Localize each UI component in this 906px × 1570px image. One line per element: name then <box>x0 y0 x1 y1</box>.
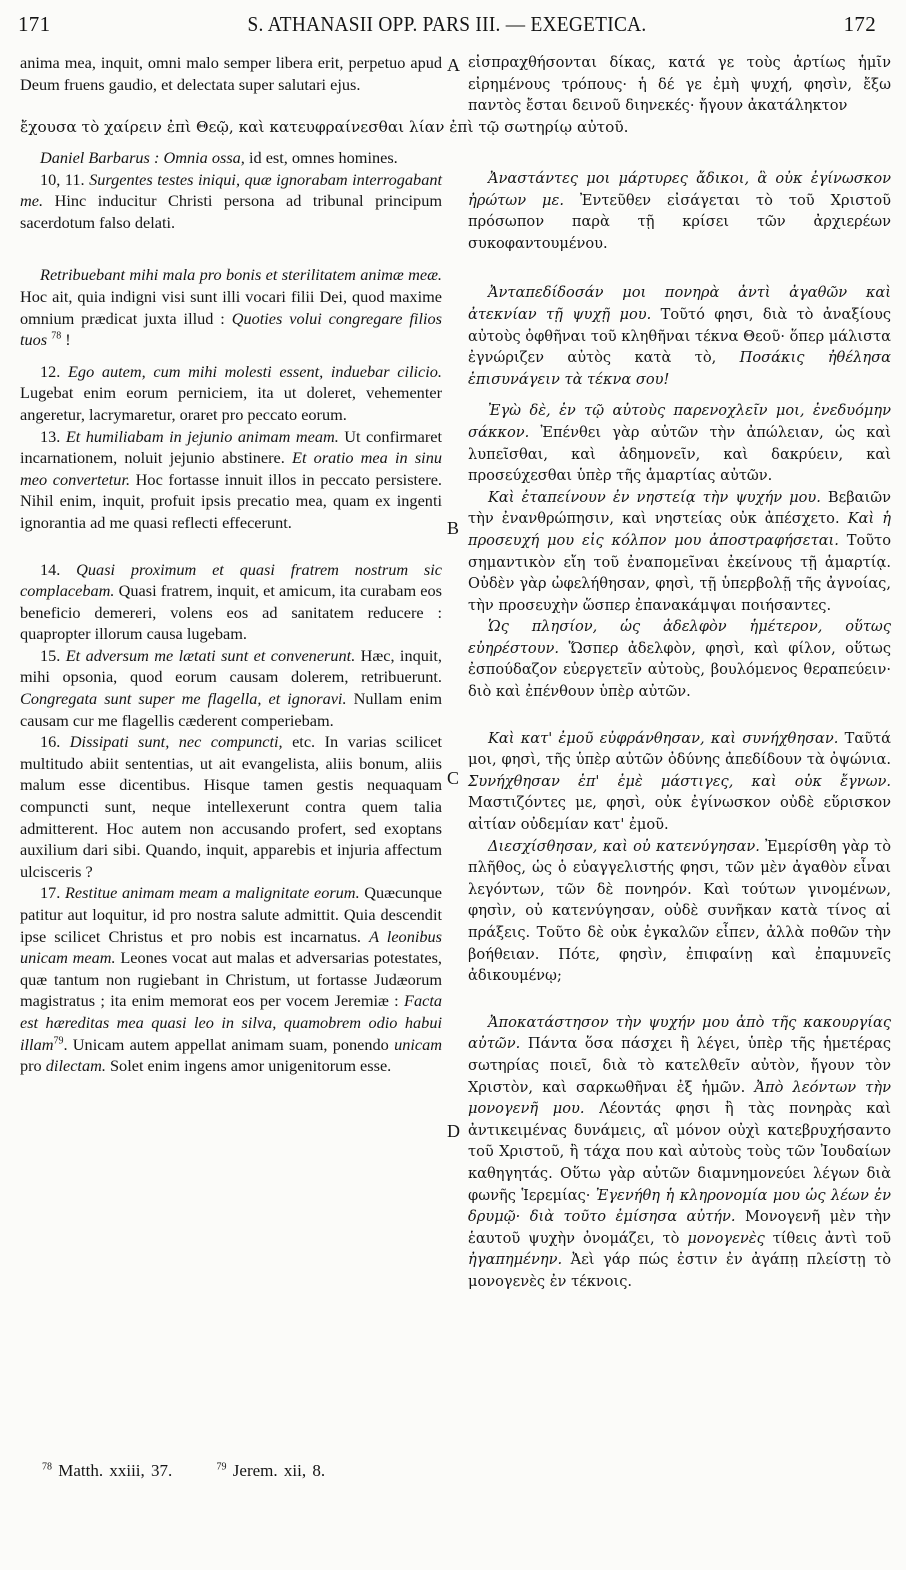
greek-paragraph-hos-plesion: Ὡς πλησίον, ὡς ἀδελφὸν ἡμέτερον, οὕτως εὐηρέστουν. Ὥσπερ ἀδελφὸν, φησὶ, καὶ φίλον, οὕτως ἐσπούδαζον εὐεργετεῖν αὐτοὺς, βουλόμενος θεραπεύειν· διὸ καὶ ἐπένθουν ὑπὲρ αὐτῶν. <box>468 618 891 701</box>
latin-column <box>20 52 442 95</box>
greek-paragraph-apokatastéson: Ἀποκατάστησον τὴν ψυχήν μου ἀπὸ τῆς κακουργίας αὐτῶν. Πάντα ὅσα πάσχει ἢ λέγει, ὑπὲρ τῆς ἡμετέρας σωτηρίας ποιεῖ, διὰ τὸ κατελθεῖν αὐτὸν, ἤγουν τὸν Χριστὸν, καὶ σαρκωθῆναι ἐξ ἡμῶν. Ἀπὸ λεόντων τὴν μονογενῆ μου. Λέοντάς φησι ἢ τὰς πονηρὰς καὶ ἀντικειμένας δυνάμεις, αἳ μόνον οὐχὶ κατεβρυχήσαντο τοῦ Χριστοῦ, ἢ τάχα που καὶ αὐτοὺς τοὺς τῶν Ἰουδαίων καθηγητάς. Οὕτω γὰρ αὐτῶν διαμνημονεύει λέγων διὰ φωνῆς Ἱερεμίας· Ἐγενήθη ἡ κληρονομία μου ὡς λέων ἐν δρυμῷ· διὰ τοῦτο ἐμίσησα αὐτήν. Μονογενῆ μὲν τὴν ἑαυτοῦ ψυχὴν ὀνομάζει, τὸ μονογενὲς τίθεις ἀντὶ τοῦ ἠγαπημένην. Ἀεὶ γάρ πώς ἐστιν ἐν ἀγάπῃ πλείστῃ τὸ μονογενὲς ἐν τέκνοις. <box>468 1013 891 1290</box>
latin-paragraph-verse-17: 17. Restitue animam meam a malignitate eorum. Quæcunque patitur aut loquitur, id pro nostra salute admittit. Quia descendit ipse scilicet Christus et pro nobis est incarnatus. A leonibus unicam meam. Leones vocat aut malas et adversarias potestates, quæ tantum non rugiebant in Christum, ut fortasse Judæorum magistratus ; ita enim memorat eos per vocem Jeremiæ : Facta est hæreditas mea quasi leo in silva, quamobrem odio habui illam$^{79}$. Unicam autem appellat animam suam, ponendo unicam pro dilectam. Solet enim ingens amor unigenitorum esse. <box>20 883 443 1076</box>
running-header <box>18 12 876 46</box>
footnote-ref-79: 79 <box>53 1035 64 1047</box>
footnotes <box>42 1461 363 1481</box>
latin-column-lower <box>20 147 442 1077</box>
latin-paragraph-verse-15: 15. Et adversum me lætati sunt et convenerunt. Hæc, inquit, mihi opsonia, quod eorum causam dolerem, retribuerunt. Congregata sunt super me flagella, et ignoravi. Nullam enim causam cur me flagellis cæderent comperiebam. <box>20 645 442 730</box>
running-title: S. ATHANASII OPP. PARS III. — EXEGETICA. <box>247 12 647 36</box>
margin-marker-c: C <box>447 768 460 788</box>
greek-spanning-line: ἔχουσα τὸ χαίρειν ἐπὶ Θεῷ, καὶ κατευφραίνεσθαι λίαν ἐπὶ τῷ σωτηρίῳ αὐτοῦ. <box>20 118 629 136</box>
greek-paragraph-euphranthesan: Καὶ κατ' ἐμοῦ εὐφράνθησαν, καὶ συνήχθησαν. Ταῦτά μοι, φησὶ, τῆς ὑπὲρ αὐτῶν ὀδύνης ἀπεδίδουν τὰ ὀψώνια. Συνήχθησαν ἐπ' ἐμὲ μάστιγες, καὶ οὐκ ἔγνων. Μαστιζόντες με, φησὶ, οὐκ ἐγίνωσκον οὐδὲ εὕρισκον αἰτίαν οὐδεμίαν κατ' ἐμοῦ. <box>468 729 892 834</box>
latin-paragraph-verse-10: 10, 11. Surgentes testes iniqui, quæ ignorabam interrogabant me. Hinc inducitur Christi persona ad tribunal principum sacerdotum falso delati. <box>20 169 443 232</box>
margin-marker-a: A <box>447 55 460 75</box>
greek-column-lower <box>468 168 891 1293</box>
greek-paragraph-ego-de: Ἐγὼ δὲ, ἐν τῷ αὐτοὺς παρενοχλεῖν μοι, ἐνεδυόμην σάκκον. Ἐπένθει γὰρ αὐτῶν τὴν ἀπώλειαν, ὡς καὶ λυπεῖσθαι, καὶ ἀδημονεῖν, καὶ δακρύειν, καὶ προσεύχεσθαι ὑπὲρ τῆς ἁμαρτίας αὐτῶν. <box>468 402 891 485</box>
footnote-79: $^{79}$ Jerem. xii, 8. <box>216 1461 326 1480</box>
latin-paragraph-verse-14: 14. Quasi proximum et quasi fratrem nostrum sic complacebam. Quasi fratrem, inquit, et amicum, ita curabam eos beneficio demereri, volens eos ad sanitatem reducere : quapropter illorum causa lugebam. <box>20 559 442 644</box>
greek-column <box>468 52 891 117</box>
margin-marker-b: B <box>447 518 460 538</box>
latin-paragraph-retribuebant: Retribuebant mihi mala pro bonis et sterilitatem animæ meæ. Hoc ait, quia indigni visi sunt illi vocari filii Dei, quod maxime omnium prædicat juxta illud : Quoties volui congregare filios tuos $^{78}$ ! <box>20 265 442 350</box>
latin-paragraph-continuation: anima mea, inquit, omni malo semper libera erit, perpetuo apud Deum fruens gaudio, et delectata super salutari ejus. <box>20 53 442 94</box>
latin-paragraph-verse-13: 13. Et humiliabam in jejunio animam meam. Ut confirmaret incarnationem, noluit jejunio abstinere. Et oratio mea in sinu meo convertetur. Hoc fortasse innuit illos in peccato persistere. Nihil enim, inquit, profuit ipsis precatio mea, quam ex ingenti ignorantia ad me quasi reflecti effecerunt. <box>20 426 442 532</box>
latin-paragraph-verse-16: 16. Dissipati sunt, nec compuncti, etc. In varias scilicet multitudo abiit sententias, ut ait evangelista, aliis bonum, aliis malum esse dicentibus. Hisque tamen gestis nequaquam compuncti sunt, neque intellexerunt contra quem talia admitterent. Hoc autem non accusando profert, sed exoptans auxilium dari sibi. Quando, inquit, apparebis et injuria affectum ulcisceris ? <box>20 732 443 881</box>
footnote-78: $^{78}$ Matth. xxiii, 37. <box>42 1461 173 1480</box>
left-page-number: 171 <box>18 12 51 36</box>
greek-paragraph-etapeinoun: Καὶ ἐταπείνουν ἐν νηστείᾳ τὴν ψυχήν μου. Βεβαιῶν τὴν ἐνανθρώπησιν, καὶ νηστείας οὐκ ἀπέσχετο. Καὶ ἡ προσευχή μου εἰς κόλπον μου ἀποστραφήσεται. Τοῦτο σημαντικὸν εἴη τοῦ ἐναπομεῖναι ἐκείνους τῇ ἁμαρτίᾳ. Οὐδὲν γὰρ ὠφελήθησαν, φησὶ, τῇ ὑπερβολῇ τῆς ἀγνοίας, τὴν προσευχὴν ὥσπερ ἐπανακάμψαι ποιήσαντες. <box>468 488 891 614</box>
latin-paragraph-barbarus: Daniel Barbarus : Omnia ossa, id est, omnes homines. <box>40 148 398 167</box>
margin-marker-d: D <box>447 1121 460 1141</box>
footnote-ref-78: 78 <box>51 330 62 342</box>
greek-paragraph-antapedidosan: Ἀνταπεδίδοσάν μοι πονηρὰ ἀντὶ ἀγαθῶν καὶ ἀτεκνίαν τῇ ψυχῇ μου. Τοῦτό φησι, διὰ τὸ ἀναξίους αὐτοὺς ὀφθῆναι τοῦ κληθῆναι τέκνα Θεοῦ· ὅπερ μάλιστα ἐγνώριζεν αὐτὸς κατὰ τὸ, Ποσάκις ἠθέλησα ἐπισυνάγειν τὰ τέκνα σου! <box>468 284 891 388</box>
greek-paragraph-dieschisthesan: Διεσχίσθησαν, καὶ οὐ κατενύγησαν. Ἐμερίσθη γὰρ τὸ πλῆθος, ὡς ὁ εὐαγγελιστής φησι, τῶν μὲν ἀγαθὸν εἶναι λεγόντων, τῶν δὲ πονηρόν. Καὶ τούτων γινομένων, φησὶν, οὐ κατενύγησαν, οὐδὲ συνῆκαν κατὰ τίνος αἱ πράξεις. Τοῦτο δὲ οὐκ ἐγκαλῶν εἶπεν, ἀλλὰ ποθῶν τὴν βοήθειαν. Πότε, φησὶν, ἐπιφαίνῃ καὶ ἐπαμυνεῖς ἀδικουμένῳ; <box>468 837 891 985</box>
greek-paragraph-continuation: εἰσπραχθήσονται δίκας, κατά γε τοὺς ἀρτίως ἡμῖν εἰρημένους τρόπους· ἡ δέ γε ἐμὴ ψυχή, φησὶν, ἔξω παντὸς ἔσται δεινοῦ διηνεκές· ἤγουν ἀκατάληκτον <box>468 54 891 115</box>
latin-paragraph-verse-12: 12. Ego autem, cum mihi molesti essent, induebar cilicio. Lugebat enim eorum perniciem, ita ut doleret, vehementer angeretur, lacrymaretur, oraret pro peccato eorum. <box>20 361 442 424</box>
right-page-number: 172 <box>843 12 876 36</box>
greek-paragraph-anastantes: Ἀναστάντες μοι μάρτυρες ἄδικοι, ἃ οὐκ ἐγίνωσκον ἠρώτων με. Ἐντεῦθεν εἰσάγεται τὸ τοῦ Χριστοῦ πρόσωπον παρὰ τῇ κρίσει τῶν ἀρχιερέων συκοφαντουμένου. <box>468 170 891 252</box>
